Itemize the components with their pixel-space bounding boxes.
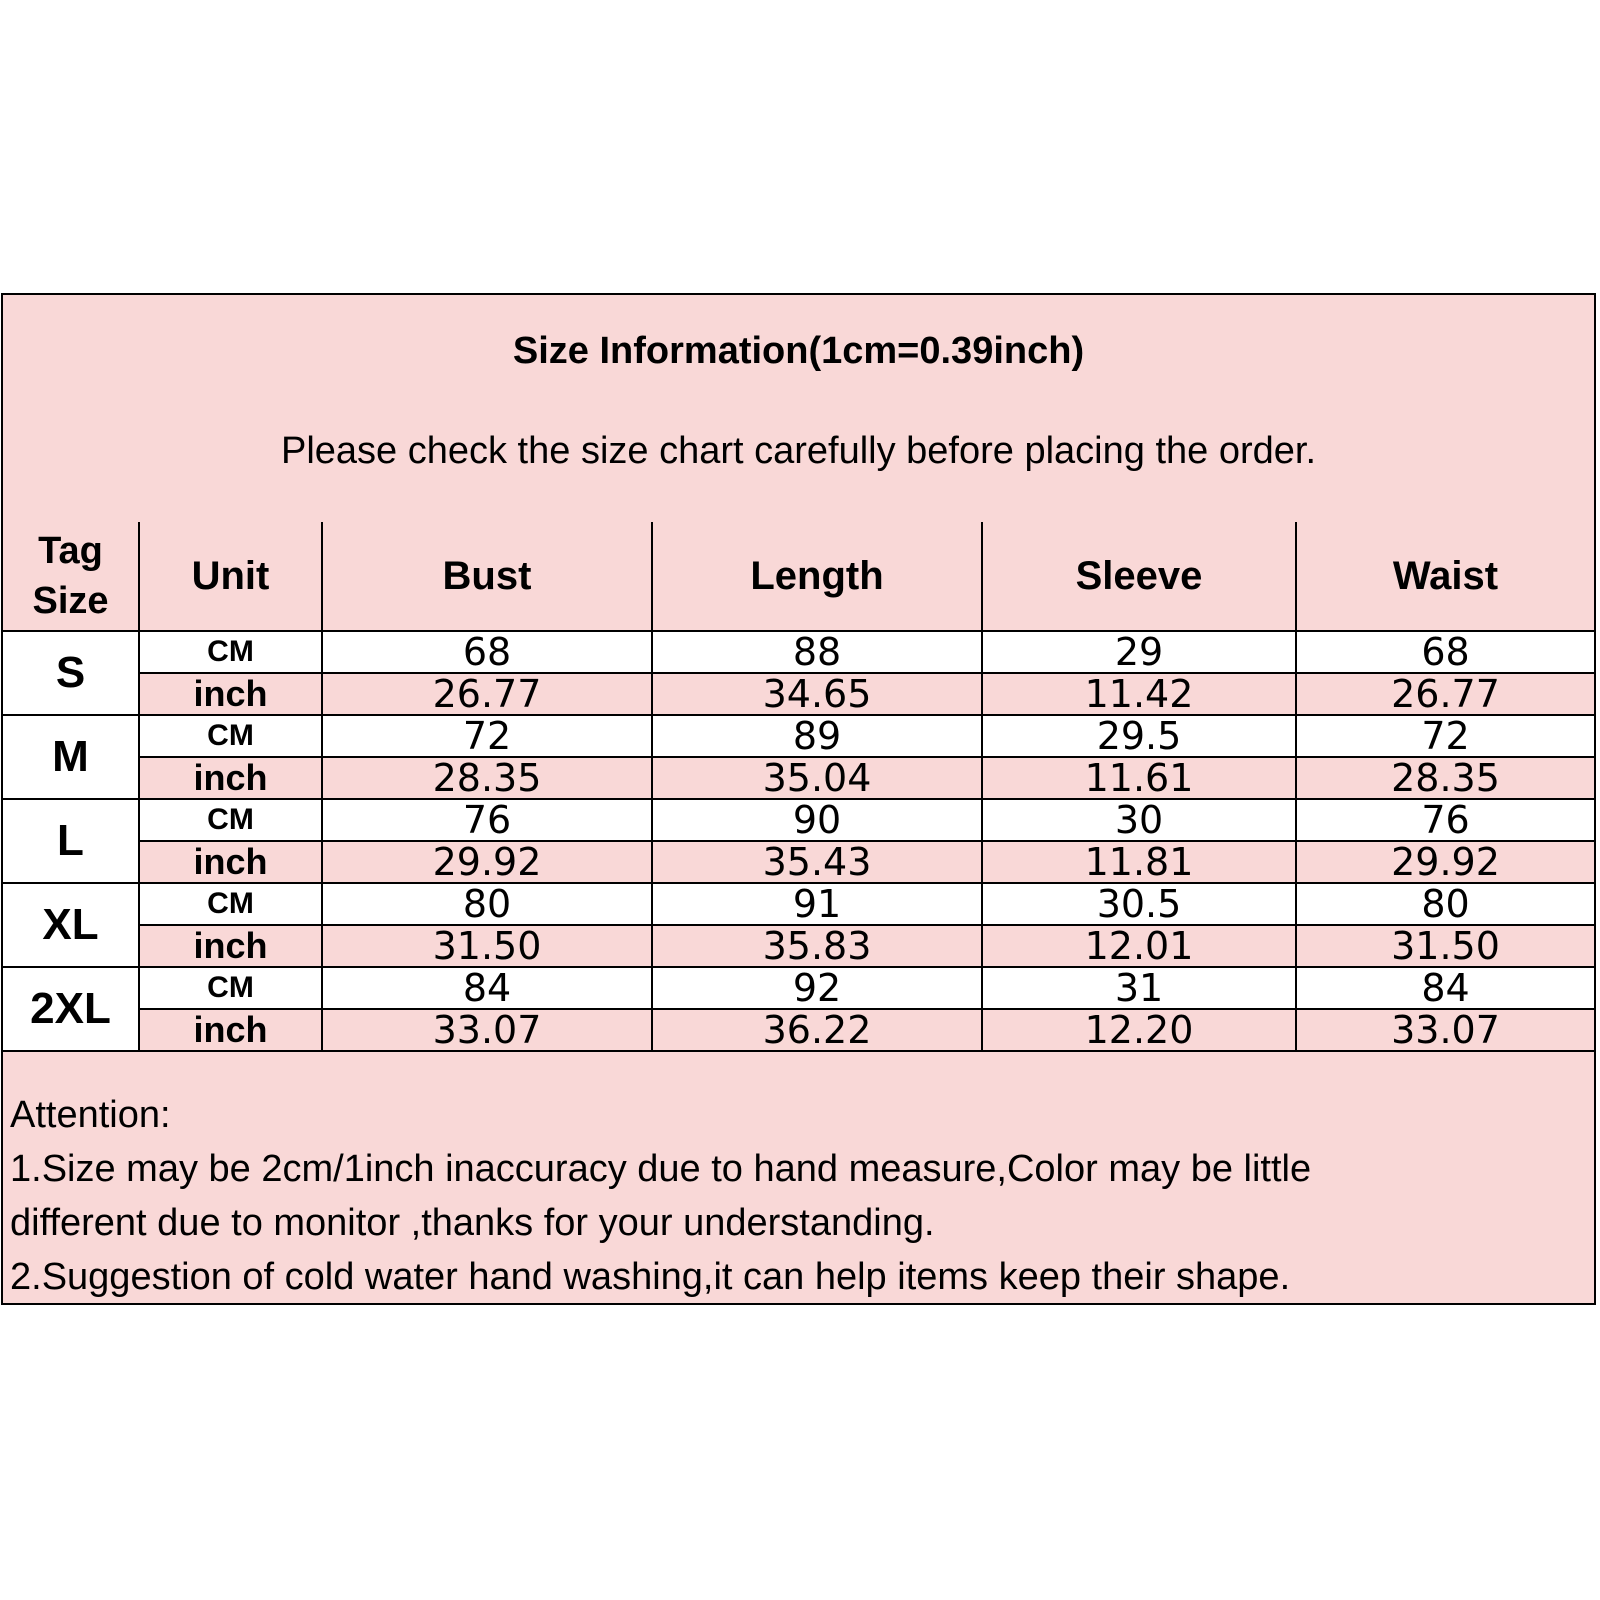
bust-cell: 28.35 bbox=[322, 757, 652, 799]
waist-cell: 80 bbox=[1296, 883, 1594, 925]
tag-size-cell: 2XL bbox=[3, 967, 139, 1051]
length-cell: 34.65 bbox=[652, 673, 982, 715]
bust-cell: 80 bbox=[322, 883, 652, 925]
bust-cell: 72 bbox=[322, 715, 652, 757]
sleeve-cell: 11.81 bbox=[982, 841, 1296, 883]
tag-size-cell: M bbox=[3, 715, 139, 799]
waist-cell: 28.35 bbox=[1296, 757, 1594, 799]
bust-cell: 29.92 bbox=[322, 841, 652, 883]
sleeve-cell: 30 bbox=[982, 799, 1296, 841]
table-row bbox=[3, 799, 1594, 841]
waist-cell: 33.07 bbox=[1296, 1009, 1594, 1051]
table-body bbox=[3, 631, 1594, 1051]
sleeve-cell: 29 bbox=[982, 631, 1296, 673]
header-length: Length bbox=[652, 522, 982, 631]
sleeve-cell: 12.01 bbox=[982, 925, 1296, 967]
bust-cell: 76 bbox=[322, 799, 652, 841]
waist-cell: 72 bbox=[1296, 715, 1594, 757]
waist-cell: 29.92 bbox=[1296, 841, 1594, 883]
length-cell: 90 bbox=[652, 799, 982, 841]
header-bust: Bust bbox=[322, 522, 652, 631]
unit-cell: inch bbox=[139, 1009, 322, 1051]
sleeve-cell: 11.42 bbox=[982, 673, 1296, 715]
waist-cell: 68 bbox=[1296, 631, 1594, 673]
length-cell: 35.83 bbox=[652, 925, 982, 967]
page-title: Size Information(1cm=0.39inch) bbox=[512, 330, 1085, 372]
waist-cell: 31.50 bbox=[1296, 925, 1594, 967]
unit-cell: CM bbox=[139, 715, 322, 757]
size-info-sheet bbox=[1, 293, 1596, 1305]
notes-line: 2.Suggestion of cold water hand washing,it can help items keep their shape. bbox=[10, 1256, 1291, 1298]
unit-cell: CM bbox=[139, 883, 322, 925]
size-table bbox=[3, 522, 1594, 1052]
notes-line: 1.Size may be 2cm/1inch inaccuracy due to hand measure,Color may be little bbox=[10, 1148, 1312, 1190]
notes-heading: Attention: bbox=[10, 1094, 171, 1136]
unit-cell: CM bbox=[139, 967, 322, 1009]
table-row bbox=[3, 841, 1594, 883]
unit-cell: CM bbox=[139, 631, 322, 673]
length-cell: 35.43 bbox=[652, 841, 982, 883]
length-cell: 89 bbox=[652, 715, 982, 757]
unit-cell: inch bbox=[139, 673, 322, 715]
page-subtitle: Please check the size chart carefully before placing the order. bbox=[280, 430, 1317, 472]
unit-cell: CM bbox=[139, 799, 322, 841]
table-row bbox=[3, 631, 1594, 673]
length-cell: 35.04 bbox=[652, 757, 982, 799]
bust-cell: 33.07 bbox=[322, 1009, 652, 1051]
sleeve-cell: 29.5 bbox=[982, 715, 1296, 757]
header-waist: Waist bbox=[1296, 522, 1594, 631]
waist-cell: 26.77 bbox=[1296, 673, 1594, 715]
attention-notes bbox=[10, 1088, 1580, 1304]
waist-cell: 84 bbox=[1296, 967, 1594, 1009]
notes-line: different due to monitor ,thanks for your understanding. bbox=[10, 1202, 935, 1244]
bust-cell: 68 bbox=[322, 631, 652, 673]
unit-cell: inch bbox=[139, 757, 322, 799]
unit-cell: inch bbox=[139, 841, 322, 883]
waist-cell: 76 bbox=[1296, 799, 1594, 841]
header-tag-size bbox=[3, 522, 139, 631]
table-row bbox=[3, 925, 1594, 967]
length-cell: 92 bbox=[652, 967, 982, 1009]
bust-cell: 26.77 bbox=[322, 673, 652, 715]
sleeve-cell: 30.5 bbox=[982, 883, 1296, 925]
tag-size-cell: XL bbox=[3, 883, 139, 967]
sleeve-cell: 12.20 bbox=[982, 1009, 1296, 1051]
tag-size-cell: S bbox=[3, 631, 139, 715]
unit-cell: inch bbox=[139, 925, 322, 967]
length-cell: 88 bbox=[652, 631, 982, 673]
table-row bbox=[3, 757, 1594, 799]
header bbox=[3, 295, 1594, 522]
sleeve-cell: 11.61 bbox=[982, 757, 1296, 799]
header-tag-size-label: Tag Size bbox=[32, 530, 109, 622]
table-row bbox=[3, 673, 1594, 715]
bust-cell: 31.50 bbox=[322, 925, 652, 967]
header-sleeve: Sleeve bbox=[982, 522, 1296, 631]
tag-size-cell: L bbox=[3, 799, 139, 883]
table-row bbox=[3, 883, 1594, 925]
length-cell: 91 bbox=[652, 883, 982, 925]
table-row bbox=[3, 967, 1594, 1009]
table-header-row bbox=[3, 522, 1594, 631]
length-cell: 36.22 bbox=[652, 1009, 982, 1051]
table-row bbox=[3, 1009, 1594, 1051]
sleeve-cell: 31 bbox=[982, 967, 1296, 1009]
header-unit: Unit bbox=[139, 522, 322, 631]
table-row bbox=[3, 715, 1594, 757]
bust-cell: 84 bbox=[322, 967, 652, 1009]
